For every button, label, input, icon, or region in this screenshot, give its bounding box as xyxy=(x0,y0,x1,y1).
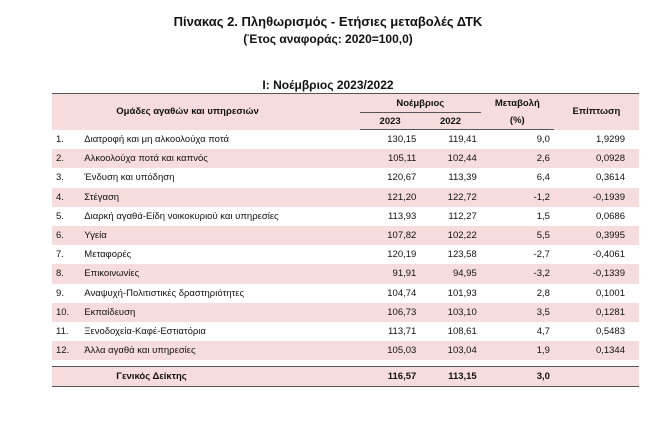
row-number: 8. xyxy=(52,264,80,283)
header-change-unit: (%) xyxy=(481,113,554,130)
table-row xyxy=(52,207,639,226)
row-value-2022: 123,58 xyxy=(420,245,480,264)
row-change: 6,4 xyxy=(481,168,554,187)
table-row xyxy=(52,149,639,168)
table-row xyxy=(52,188,639,207)
row-number: 1. xyxy=(52,130,80,150)
row-change: 4,7 xyxy=(481,322,554,341)
row-weight: 0,3614 xyxy=(554,168,639,187)
total-change: 3,0 xyxy=(481,367,554,387)
row-value-2023: 105,11 xyxy=(360,149,420,168)
row-change: 2,6 xyxy=(481,149,554,168)
period-heading: I: Νοέμβριος 2023/2022 xyxy=(262,78,394,92)
header-row-1 xyxy=(52,94,639,113)
row-value-2023: 120,19 xyxy=(360,245,420,264)
row-value-2023: 120,67 xyxy=(360,168,420,187)
row-value-2022: 113,39 xyxy=(420,168,480,187)
row-value-2022: 122,72 xyxy=(420,188,480,207)
table-title: Πίνακας 2. Πληθωρισμός - Ετήσιες μεταβολές ΔΤΚ xyxy=(173,14,483,29)
table-row xyxy=(52,341,639,360)
row-number: 10. xyxy=(52,303,80,322)
total-value-2022: 113,15 xyxy=(420,367,480,387)
row-category: Αλκοολούχα ποτά και καπνός xyxy=(80,149,360,168)
row-number: 3. xyxy=(52,168,80,187)
row-number: 7. xyxy=(52,245,80,264)
header-groups: Ομάδες αγαθών και υπηρεσιών xyxy=(80,94,360,130)
row-change: -2,7 xyxy=(481,245,554,264)
row-value-2023: 113,93 xyxy=(360,207,420,226)
row-category: Αναψυχή-Πολιτιστικές δραστηριότητες xyxy=(80,284,360,303)
row-weight: 0,0928 xyxy=(554,149,639,168)
row-number: 12. xyxy=(52,341,80,360)
row-category: Άλλα αγαθά και υπηρεσίες xyxy=(80,341,360,360)
row-change: -3,2 xyxy=(481,264,554,283)
row-change: 1,9 xyxy=(481,341,554,360)
table-row xyxy=(52,284,639,303)
row-value-2023: 113,71 xyxy=(360,322,420,341)
row-value-2022: 102,44 xyxy=(420,149,480,168)
row-change: 9,0 xyxy=(481,130,554,150)
header-year-2023: 2023 xyxy=(360,113,420,130)
row-weight: 0,5483 xyxy=(554,322,639,341)
row-weight: -0,1939 xyxy=(554,188,639,207)
row-category: Διατροφή και μη αλκοολούχα ποτά xyxy=(80,130,360,150)
row-value-2022: 108,61 xyxy=(420,322,480,341)
row-change: 1,5 xyxy=(481,207,554,226)
row-number: 4. xyxy=(52,188,80,207)
table-subtitle: (Έτος αναφοράς: 2020=100,0) xyxy=(243,32,413,46)
total-row xyxy=(52,367,639,387)
row-change: 3,5 xyxy=(481,303,554,322)
row-value-2023: 105,03 xyxy=(360,341,420,360)
row-value-2022: 102,22 xyxy=(420,226,480,245)
total-number xyxy=(52,367,80,387)
row-weight: 0,3995 xyxy=(554,226,639,245)
row-weight: 0,1344 xyxy=(554,341,639,360)
table-row xyxy=(52,226,639,245)
row-value-2022: 101,93 xyxy=(420,284,480,303)
row-category: Ξενοδοχεία-Καφέ-Εστιατόρια xyxy=(80,322,360,341)
row-weight: -0,1339 xyxy=(554,264,639,283)
row-value-2023: 107,82 xyxy=(360,226,420,245)
row-value-2022: 112,27 xyxy=(420,207,480,226)
row-change: 2,8 xyxy=(481,284,554,303)
header-num xyxy=(52,94,80,130)
table-row xyxy=(52,322,639,341)
row-value-2022: 103,04 xyxy=(420,341,480,360)
row-value-2022: 103,10 xyxy=(420,303,480,322)
row-number: 11. xyxy=(52,322,80,341)
row-category: Μεταφορές xyxy=(80,245,360,264)
row-number: 5. xyxy=(52,207,80,226)
row-change: -1,2 xyxy=(481,188,554,207)
total-label: Γενικός Δείκτης xyxy=(80,367,360,387)
header-weight: Επίπτωση xyxy=(554,94,639,130)
row-category: Στέγαση xyxy=(80,188,360,207)
row-value-2023: 121,20 xyxy=(360,188,420,207)
total-weight xyxy=(554,367,639,387)
row-weight: 1,9299 xyxy=(554,130,639,150)
inflation-table xyxy=(52,93,639,387)
row-number: 2. xyxy=(52,149,80,168)
table-row xyxy=(52,303,639,322)
header-change: Μεταβολή xyxy=(481,94,554,113)
header-month: Νοέμβριος xyxy=(360,94,481,113)
row-value-2022: 94,95 xyxy=(420,264,480,283)
row-weight: 0,1281 xyxy=(554,303,639,322)
row-category: Εκπαίδευση xyxy=(80,303,360,322)
row-value-2023: 130,15 xyxy=(360,130,420,150)
row-weight: 0,0686 xyxy=(554,207,639,226)
row-number: 9. xyxy=(52,284,80,303)
row-value-2023: 104,74 xyxy=(360,284,420,303)
row-weight: 0,1001 xyxy=(554,284,639,303)
row-weight: -0,4061 xyxy=(554,245,639,264)
row-category: Επικοινωνίες xyxy=(80,264,360,283)
total-value-2023: 116,57 xyxy=(360,367,420,387)
row-number: 6. xyxy=(52,226,80,245)
row-value-2022: 119,41 xyxy=(420,130,480,150)
table-row xyxy=(52,264,639,283)
row-change: 5,5 xyxy=(481,226,554,245)
row-category: Διαρκή αγαθά-Είδη νοικοκυριού και υπηρεσίες xyxy=(80,207,360,226)
header-year-2022: 2022 xyxy=(420,113,480,130)
row-value-2023: 106,73 xyxy=(360,303,420,322)
table-row xyxy=(52,245,639,264)
row-category: Υγεία xyxy=(80,226,360,245)
row-category: Ένδυση και υπόδηση xyxy=(80,168,360,187)
table-row xyxy=(52,168,639,187)
table-row xyxy=(52,130,639,150)
row-value-2023: 91,91 xyxy=(360,264,420,283)
